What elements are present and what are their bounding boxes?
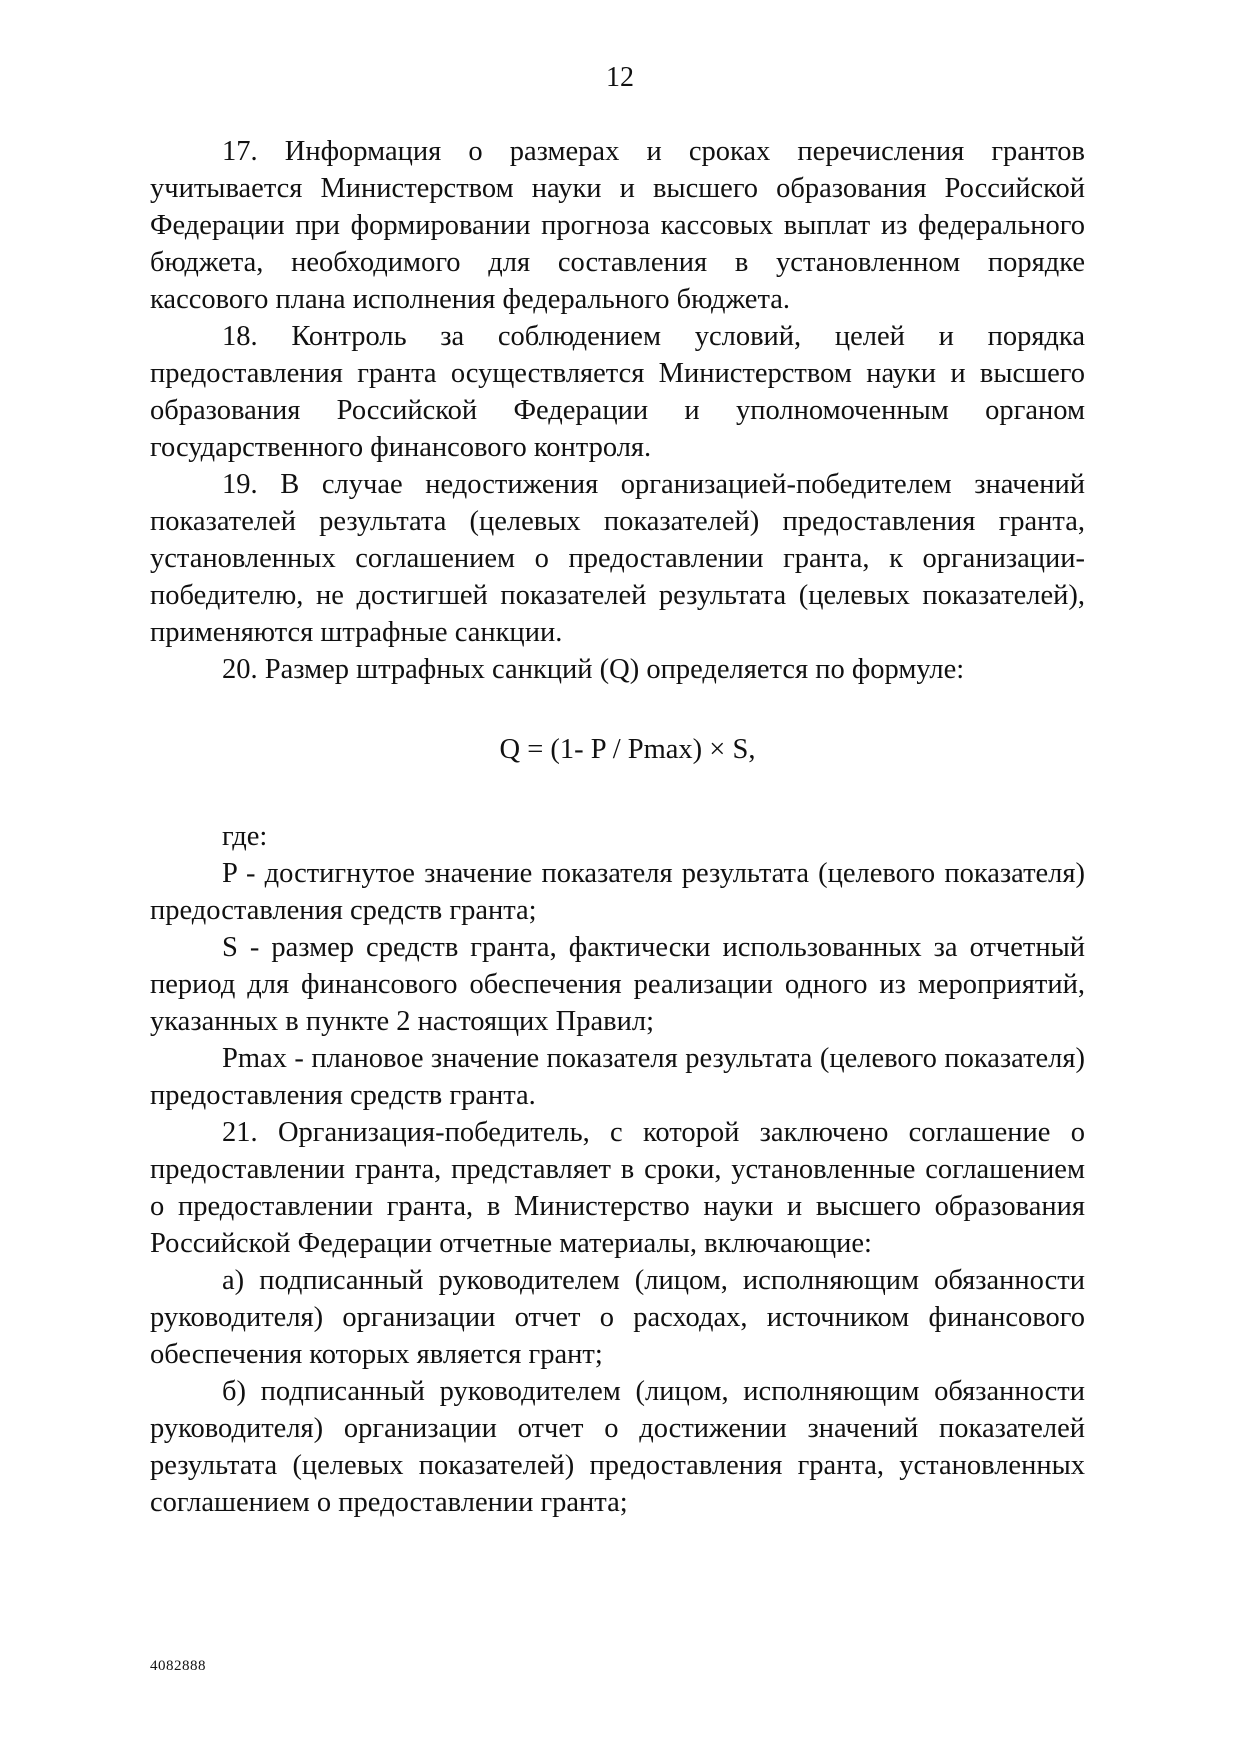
paragraph-21-a: а) подписанный руководителем (лицом, исполняющим обязанности руководителя) организации отчет о расходах, источником финансового обеспечения которых является грант; [150,1265,1085,1370]
definition-s: S - размер средств гранта, фактически использованных за отчетный период для финансового обеспечения реализации одного из мероприятий, указанных в пункте 2 настоящих Правил; [150,932,1085,1037]
definition-pmax: Pmax - плановое значение показателя результата (целевого показателя) предоставления средств гранта. [150,1043,1085,1111]
penalty-formula: Q = (1- P / Pmax) × S, [499,734,756,765]
paragraph-21: 21. Организация-победитель, с которой заключено соглашение о предоставлении гранта, представляет в сроки, установленные соглашением о предоставлении гранта, в Министерство науки и высшего образования Российской Федерации отчетные материалы, включающие: [150,1117,1085,1259]
paragraph-20: 20. Размер штрафных санкций (Q) определяется по формуле: [222,654,965,685]
paragraph-18: 18. Контроль за соблюдением условий, целей и порядка предоставления гранта осуществляется Министерством науки и высшего образования Российской Федерации и уполномоченным органом государственного финансового контроля. [150,321,1085,463]
definition-p: P - достигнутое значение показателя результата (целевого показателя) предоставления средств гранта; [150,858,1085,926]
document-body [150,133,1085,1521]
where-label: где: [222,821,268,852]
document-id: 4082888 [150,1658,206,1674]
paragraph-21-b: б) подписанный руководителем (лицом, исполняющим обязанности руководителя) организации отчет о достижении значений показателей результата (целевых показателей) предоставления гранта, установленных соглашением о предоставлении гранта; [150,1376,1085,1518]
page-number: 12 [606,62,634,93]
paragraph-17: 17. Информация о размерах и сроках перечисления грантов учитывается Министерством науки и высшего образования Российской Федерации при формировании прогноза кассовых выплат из федерального бюджета, необходимого для составления в установленном порядке кассового плана исполнения федерального бюджета. [150,136,1085,315]
paragraph-19: 19. В случае недостижения организацией-победителем значений показателей результата (целевых показателей) предоставления гранта, установленных соглашением о предоставлении гранта, к организации-победителю, не достигшей показателей результата (целевых показателей), применяются штрафные санкции. [150,469,1085,648]
